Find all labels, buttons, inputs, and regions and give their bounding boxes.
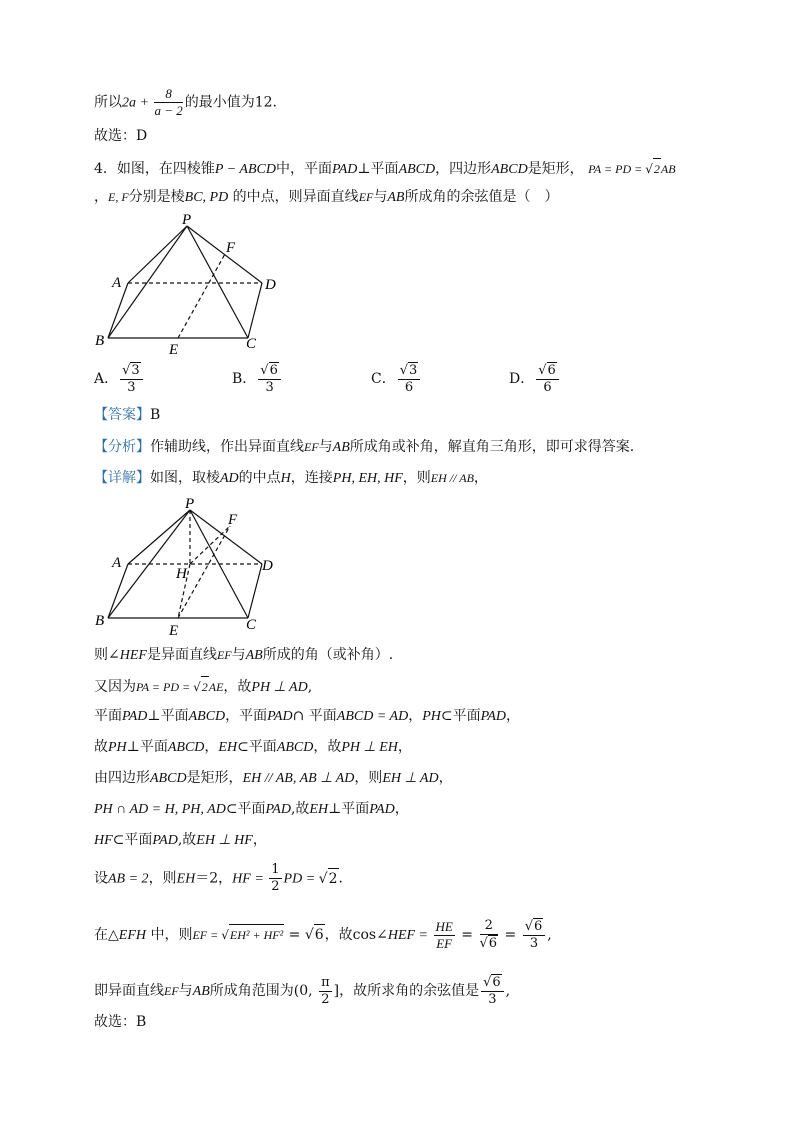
text: 所成角范围为	[209, 983, 294, 999]
denominator: 2	[271, 879, 280, 894]
text: ⊥平面	[147, 708, 189, 724]
text: ＝2，	[195, 870, 233, 887]
radicand: 6	[488, 936, 498, 951]
math: PAD	[152, 833, 178, 848]
text: 与	[373, 189, 388, 205]
label-C: C	[246, 617, 257, 633]
fraction	[258, 362, 281, 396]
edge-AB	[108, 564, 128, 618]
fraction	[434, 919, 455, 952]
option-letter: C．	[371, 371, 396, 387]
math: PH	[422, 709, 441, 724]
edge-CD	[248, 564, 262, 618]
math: PH	[108, 740, 127, 755]
pyramid-figure-2	[90, 490, 290, 640]
text: 故	[94, 739, 108, 755]
text: ，故所求角的余弦值是	[339, 983, 480, 999]
denominator: a − 2	[154, 103, 183, 118]
text: ⊂平面	[112, 832, 153, 848]
segment-HF-dashed	[190, 526, 230, 564]
edge-PC	[187, 226, 248, 338]
step-7	[94, 830, 267, 851]
label-F: F	[226, 240, 236, 256]
math: AB	[192, 984, 210, 999]
math: ABCD	[150, 771, 187, 786]
math: ABCD = AD	[336, 709, 409, 724]
step-6	[94, 799, 409, 820]
math: 2a +	[122, 95, 153, 111]
answer-line	[94, 405, 160, 425]
text: 由四边形	[94, 770, 150, 786]
text: 又因为	[94, 679, 136, 695]
math: PAD	[122, 709, 148, 724]
prev-min-line	[94, 86, 277, 119]
text: ，	[438, 770, 453, 786]
math: PAD	[331, 162, 358, 177]
answer-tag: 【答案】	[94, 407, 150, 423]
text: ，	[397, 739, 412, 755]
math: AB	[387, 190, 405, 205]
fraction	[269, 862, 281, 895]
step-4	[94, 737, 412, 758]
step-3	[94, 706, 520, 727]
text: 4．如图，在四棱锥	[94, 161, 215, 177]
math: AB	[245, 648, 263, 663]
label-P: P	[185, 496, 195, 512]
math: EF =	[192, 928, 222, 942]
text: ，平面	[225, 708, 268, 724]
text: 的最小值为12.	[184, 94, 277, 111]
edge-PA	[128, 510, 190, 564]
fraction	[523, 918, 546, 952]
math: PH ⊥ EH	[341, 740, 398, 755]
sqrt-sign	[645, 162, 653, 176]
step-5	[94, 768, 453, 789]
label-B: B	[95, 613, 105, 629]
text: 所成角或补角，解直角三角形，即可求得答案.	[349, 439, 635, 455]
numerator: 8	[154, 86, 182, 103]
text: 平面	[94, 708, 122, 724]
pyramid-figure-1	[90, 210, 290, 360]
option-d[interactable]	[509, 362, 561, 396]
sqrt-sign	[319, 871, 328, 887]
text: ⊥平面	[328, 801, 370, 817]
denominator: 2	[321, 991, 330, 1007]
numerator: 1	[271, 862, 280, 877]
step-8	[94, 862, 343, 895]
text: ,故	[290, 801, 310, 817]
detail-line	[94, 468, 488, 489]
label-D: D	[265, 277, 276, 293]
edge-PD	[187, 226, 262, 283]
math: EH ⊥ HF	[196, 833, 253, 848]
math: EH // AB, AB ⊥ AD	[242, 771, 355, 786]
step-9	[94, 918, 552, 952]
text: ，	[394, 801, 409, 817]
radicand: 2	[328, 868, 339, 889]
math: AB = 2	[108, 871, 149, 887]
q4-line2	[94, 187, 558, 208]
text: ，则	[402, 470, 431, 486]
radicand: 3	[131, 363, 140, 378]
label-A: A	[112, 275, 122, 291]
text: 与	[178, 983, 193, 999]
text: ，故	[313, 739, 342, 755]
math: ABCD	[398, 162, 436, 177]
text: =	[456, 927, 478, 943]
text: ,故	[177, 832, 197, 848]
math: PA = PD =	[136, 680, 194, 694]
text: 与	[318, 439, 333, 455]
text: =	[284, 927, 305, 943]
text: ⊂平面	[237, 739, 277, 755]
label-H: H	[176, 566, 187, 582]
math: EH ⊥ AD	[382, 771, 439, 786]
sqrt-sign	[193, 680, 201, 694]
label-E: E	[169, 623, 179, 639]
q4-line1	[94, 158, 676, 180]
math: PAD	[265, 802, 291, 817]
text: ,	[505, 983, 511, 999]
math: AB	[332, 440, 350, 455]
text: 作辅助线，作出异面直线	[150, 439, 304, 455]
text: 所以	[94, 94, 122, 111]
edge-CD	[248, 283, 262, 338]
math: PH ⊥ AD	[251, 680, 308, 695]
text: 所成角的余弦值是（ ）	[404, 189, 559, 205]
text: =	[500, 927, 521, 943]
radicand: 6	[269, 363, 278, 378]
option-b[interactable]	[232, 362, 283, 396]
text: ，故	[223, 679, 252, 695]
math: EF	[216, 648, 232, 662]
text: ,	[547, 927, 552, 943]
radicand: 6	[492, 975, 501, 990]
math: ABCD	[276, 740, 314, 755]
text: 的中点	[238, 470, 281, 486]
radicand: EH² + HF²	[229, 924, 284, 945]
math: HF	[94, 833, 113, 848]
radicand: 3	[409, 363, 418, 378]
math: HEF =	[387, 928, 432, 943]
math: AB	[660, 162, 676, 176]
text: 中，平面	[275, 161, 332, 177]
math: EH // AB	[430, 471, 474, 485]
text: ，连接	[290, 470, 333, 486]
edge-AB	[108, 283, 128, 338]
text: ，	[408, 708, 423, 724]
math: PD =	[283, 871, 319, 887]
text: ，则	[148, 870, 177, 887]
sqrt-sign	[305, 927, 314, 943]
analysis-tag: 【分析】	[94, 439, 150, 455]
math: P − ABCD	[214, 162, 276, 177]
math: EFH	[118, 928, 146, 943]
text: 中，则	[146, 927, 193, 943]
text: 是异面直线	[146, 647, 217, 663]
math: E, F	[108, 190, 129, 204]
radicand: 2	[653, 158, 661, 179]
text: 则∠	[94, 647, 120, 663]
radicand: 6	[534, 919, 543, 934]
math: EF	[358, 190, 374, 204]
math: PH ∩ AD = H, PH, AD	[94, 802, 226, 817]
radicand: 6	[314, 924, 325, 945]
fraction	[536, 362, 559, 396]
denominator: 3	[529, 936, 539, 951]
math: PAD	[267, 709, 293, 724]
denominator: EF	[436, 935, 453, 951]
math: ABCD	[167, 740, 205, 755]
fraction	[480, 918, 499, 952]
math: ABCD	[188, 709, 226, 724]
detail-tag: 【详解】	[94, 470, 150, 486]
label-A: A	[112, 555, 122, 571]
numerator: 2	[480, 918, 499, 935]
numerator: π	[321, 974, 330, 990]
option-letter: A．	[94, 371, 119, 387]
segment-EF-dashed	[178, 254, 225, 338]
text: 如图，取棱	[150, 470, 220, 486]
fraction	[319, 975, 332, 1008]
text: ，四边形	[435, 161, 492, 177]
math: ]	[333, 983, 340, 999]
sqrt-sign	[221, 928, 229, 942]
step-2	[94, 676, 312, 698]
text: 分别是棱	[128, 189, 185, 205]
text: 的中点，则异面直线	[228, 189, 359, 205]
fraction	[481, 974, 504, 1008]
edge-PD	[190, 510, 262, 564]
option-letter: D．	[509, 371, 535, 387]
math: EH	[176, 871, 196, 887]
numerator: HE	[435, 918, 453, 934]
math: AD	[220, 471, 239, 486]
denominator: 6	[404, 380, 414, 395]
math: (0,	[293, 983, 318, 999]
math: PAD	[480, 709, 507, 724]
math: PA = PD =	[588, 162, 646, 176]
math: EH	[309, 802, 329, 817]
fraction	[120, 362, 143, 396]
radicand: 6	[547, 363, 556, 378]
text: 是矩形，	[527, 161, 584, 177]
math: AE	[208, 680, 224, 694]
text: ⊂平面	[225, 801, 266, 817]
analysis-line	[94, 437, 634, 458]
radicand: 2	[201, 676, 209, 697]
label-E: E	[169, 342, 179, 358]
math: EF	[164, 984, 179, 998]
math: BC, PD	[184, 190, 229, 205]
label-F: F	[228, 512, 238, 528]
text: ，	[94, 189, 108, 205]
denominator: 6	[543, 380, 552, 395]
text: 即异面直线	[94, 983, 164, 999]
text: ，	[204, 739, 219, 755]
math: HEF	[119, 648, 147, 663]
answer-value: B	[150, 407, 161, 423]
label-P: P	[182, 212, 192, 228]
text: 在△	[94, 927, 119, 943]
option-letter: B．	[232, 371, 257, 387]
label-D: D	[262, 558, 273, 574]
option-a[interactable]	[94, 362, 145, 396]
edge-PA	[128, 226, 187, 283]
text: 设	[94, 870, 108, 887]
text: ，	[252, 832, 267, 848]
denominator: 3	[488, 992, 497, 1007]
text: ,	[307, 679, 313, 695]
text: 是矩形，	[186, 770, 243, 786]
math: PH, EH, HF	[332, 471, 403, 486]
text: ∩ 平面	[292, 708, 337, 724]
math: HF =	[232, 871, 268, 887]
text: ，	[506, 708, 521, 724]
text: ⊥平面	[357, 161, 399, 177]
step-10	[94, 974, 510, 1008]
fraction	[154, 86, 182, 119]
text: 与	[231, 647, 246, 663]
label-B: B	[95, 333, 105, 349]
text: ，则	[354, 770, 383, 786]
option-c[interactable]	[371, 362, 422, 396]
text: ⊂平面	[440, 708, 481, 724]
text: .	[338, 870, 343, 887]
math: EH	[218, 740, 238, 755]
final-choice: 故选：B	[94, 1014, 147, 1030]
math: PAD	[369, 802, 395, 817]
step-1	[94, 645, 393, 666]
math: H	[280, 471, 291, 486]
fraction	[398, 362, 421, 396]
prev-choice: 故选：D	[94, 128, 148, 144]
text: ⊥平面	[126, 739, 168, 755]
denominator: 3	[265, 380, 274, 395]
text: ，故cos∠	[324, 927, 388, 943]
text: ，	[473, 470, 488, 486]
math: EF	[304, 440, 319, 454]
label-C: C	[246, 336, 257, 352]
denominator: 3	[127, 380, 136, 395]
text: 所成的角（或补角）.	[262, 647, 394, 663]
math: ABCD	[491, 162, 528, 177]
